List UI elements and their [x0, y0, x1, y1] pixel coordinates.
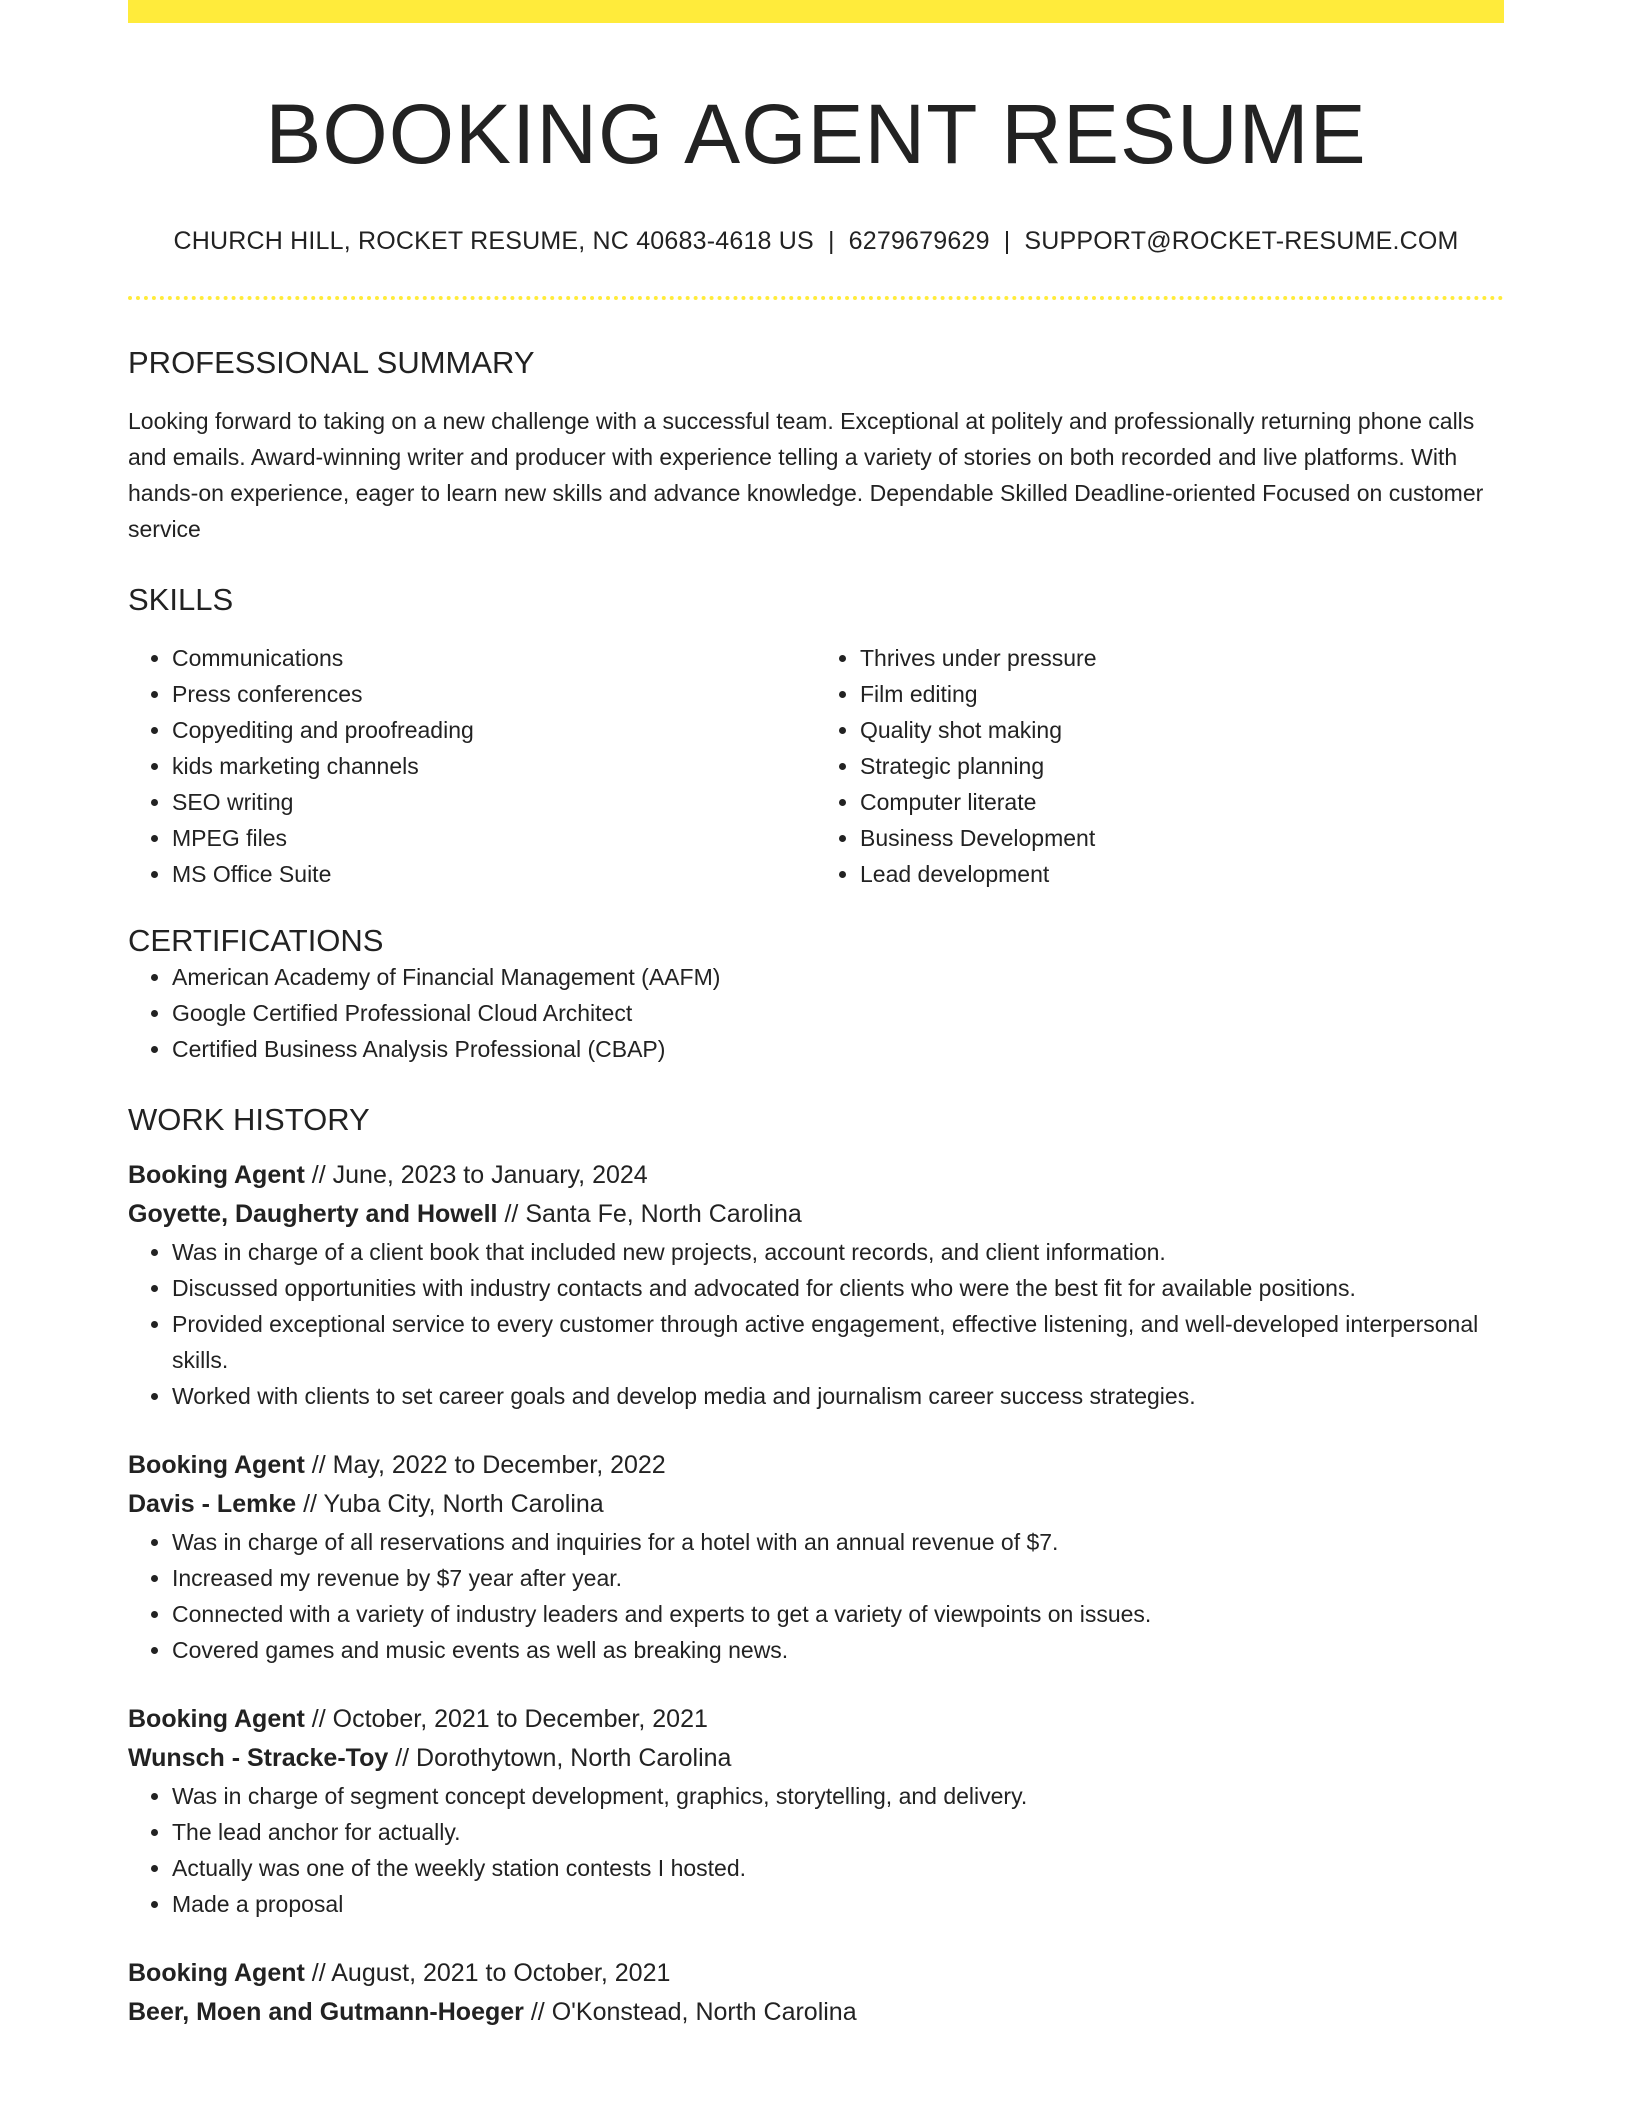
job-dates: May, 2022 to December, 2022 [332, 1451, 666, 1480]
job-divider: // [304, 1161, 333, 1190]
job-company-line [128, 1993, 1504, 2032]
skill-item: • Computer literate [860, 784, 1504, 820]
job-bullet: • Was in charge of a client book that included new projects, account records, and client information. [172, 1234, 1504, 1270]
job-bullets [128, 1778, 1504, 1922]
job-company-line [128, 1195, 1504, 1234]
skill-item: • MPEG files [172, 820, 816, 856]
contact-separator: | [1003, 226, 1011, 255]
job-company-line [128, 1485, 1504, 1524]
job-location: Santa Fe, North Carolina [525, 1200, 802, 1229]
job-company: Davis - Lemke [128, 1490, 297, 1519]
certification-item: • Certified Business Analysis Professional (CBAP) [172, 1031, 1504, 1067]
job-company: Wunsch - Stracke-Toy [128, 1744, 389, 1773]
contact-line [128, 227, 1504, 256]
job-company: Goyette, Daugherty and Howell [128, 1200, 498, 1229]
job-bullet: • Discussed opportunities with industry contacts and advocated for clients who were the best fit for available positions. [172, 1270, 1504, 1306]
job-divider: // [304, 1705, 333, 1734]
job-bullet: • Increased my revenue by $7 year after year. [172, 1560, 1504, 1596]
job-bullet: • Made a proposal [172, 1886, 1504, 1922]
job-company: Beer, Moen and Gutmann-Hoeger [128, 1998, 524, 2027]
job-title-line [128, 1446, 1504, 1485]
certifications-heading: CERTIFICATIONS [128, 922, 384, 958]
job-bullet: • Connected with a variety of industry leaders and experts to get a variety of viewpoints on issues. [172, 1596, 1504, 1632]
resume-title: BOOKING AGENT RESUME [265, 87, 1367, 181]
job-dates: August, 2021 to October, 2021 [331, 1959, 671, 1988]
skill-item: • Quality shot making [860, 712, 1504, 748]
job-dates: June, 2023 to January, 2024 [332, 1161, 648, 1190]
job-entry [128, 1156, 1504, 1414]
job-entry [128, 1446, 1504, 1668]
job-location: Yuba City, North Carolina [323, 1490, 604, 1519]
skill-item: • Communications [172, 640, 816, 676]
job-divider: // [497, 1200, 526, 1229]
job-entry [128, 1954, 1504, 2032]
job-divider: // [304, 1959, 332, 1988]
skill-item: • Strategic planning [860, 748, 1504, 784]
job-role: Booking Agent [128, 1161, 305, 1190]
job-bullet: • Was in charge of all reservations and inquiries for a hotel with an annual revenue of $7. [172, 1524, 1504, 1560]
skill-item: • Lead development [860, 856, 1504, 892]
skill-item: • Copyediting and proofreading [172, 712, 816, 748]
header-divider [128, 296, 1504, 300]
job-bullets [128, 1234, 1504, 1414]
job-bullet: • The lead anchor for actually. [172, 1814, 1504, 1850]
job-role: Booking Agent [128, 1959, 305, 1988]
certification-item: • American Academy of Financial Management (AAFM) [172, 959, 1504, 995]
job-divider: // [523, 1998, 552, 2027]
job-entry [128, 1700, 1504, 1922]
job-bullet: • Actually was one of the weekly station contests I hosted. [172, 1850, 1504, 1886]
skill-item: • kids marketing channels [172, 748, 816, 784]
contact-address: CHURCH HILL, ROCKET RESUME, NC 40683-4618 US [173, 226, 814, 255]
summary-text: Looking forward to taking on a new challenge with a successful team. Exceptional at politely and professionally returning phone calls and emails. Award-winning writer and producer with experience telling a variety of stories on both recorded and live platforms. With hands-on experience, eager to learn new skills and advance knowledge. Dependable Skilled Deadline-oriented Focused on customer service [128, 407, 1484, 542]
job-title-line [128, 1700, 1504, 1739]
skills-list-right [816, 640, 1504, 892]
contact-phone: 6279679629 [848, 226, 990, 255]
skill-item: • Press conferences [172, 676, 816, 712]
skills-list-left [128, 640, 816, 892]
job-bullet: • Covered games and music events as well as breaking news. [172, 1632, 1504, 1668]
job-dates: October, 2021 to December, 2021 [332, 1705, 708, 1734]
job-divider: // [304, 1451, 333, 1480]
skills-grid [128, 640, 1504, 892]
job-bullet: • Was in charge of segment concept development, graphics, storytelling, and delivery. [172, 1778, 1504, 1814]
summary-heading: PROFESSIONAL SUMMARY [128, 344, 535, 380]
certification-item: • Google Certified Professional Cloud Architect [172, 995, 1504, 1031]
skill-item: • Thrives under pressure [860, 640, 1504, 676]
job-divider: // [388, 1744, 417, 1773]
job-bullet: • Provided exceptional service to every customer through active engagement, effective listening, and well-developed interpersonal skills. [172, 1306, 1504, 1378]
certifications-list [128, 959, 1504, 1067]
contact-email: SUPPORT@ROCKET-RESUME.COM [1024, 226, 1459, 255]
job-role: Booking Agent [128, 1705, 305, 1734]
job-title-line [128, 1954, 1504, 1993]
skill-item: • Business Development [860, 820, 1504, 856]
skills-heading: SKILLS [128, 581, 234, 617]
job-bullets [128, 1524, 1504, 1668]
work-history-heading: WORK HISTORY [128, 1102, 370, 1138]
job-bullet: • Worked with clients to set career goals and develop media and journalism career success strategies. [172, 1378, 1504, 1414]
skill-item: • MS Office Suite [172, 856, 816, 892]
top-accent-bar [128, 0, 1504, 23]
skill-item: • Film editing [860, 676, 1504, 712]
skill-item: • SEO writing [172, 784, 816, 820]
job-role: Booking Agent [128, 1451, 305, 1480]
job-divider: // [296, 1490, 324, 1519]
job-company-line [128, 1739, 1504, 1778]
job-location: Dorothytown, North Carolina [416, 1744, 732, 1773]
job-location: O'Konstead, North Carolina [551, 1998, 857, 2027]
resume-page [128, 0, 1504, 2032]
job-title-line [128, 1156, 1504, 1195]
contact-separator: | [827, 226, 835, 255]
